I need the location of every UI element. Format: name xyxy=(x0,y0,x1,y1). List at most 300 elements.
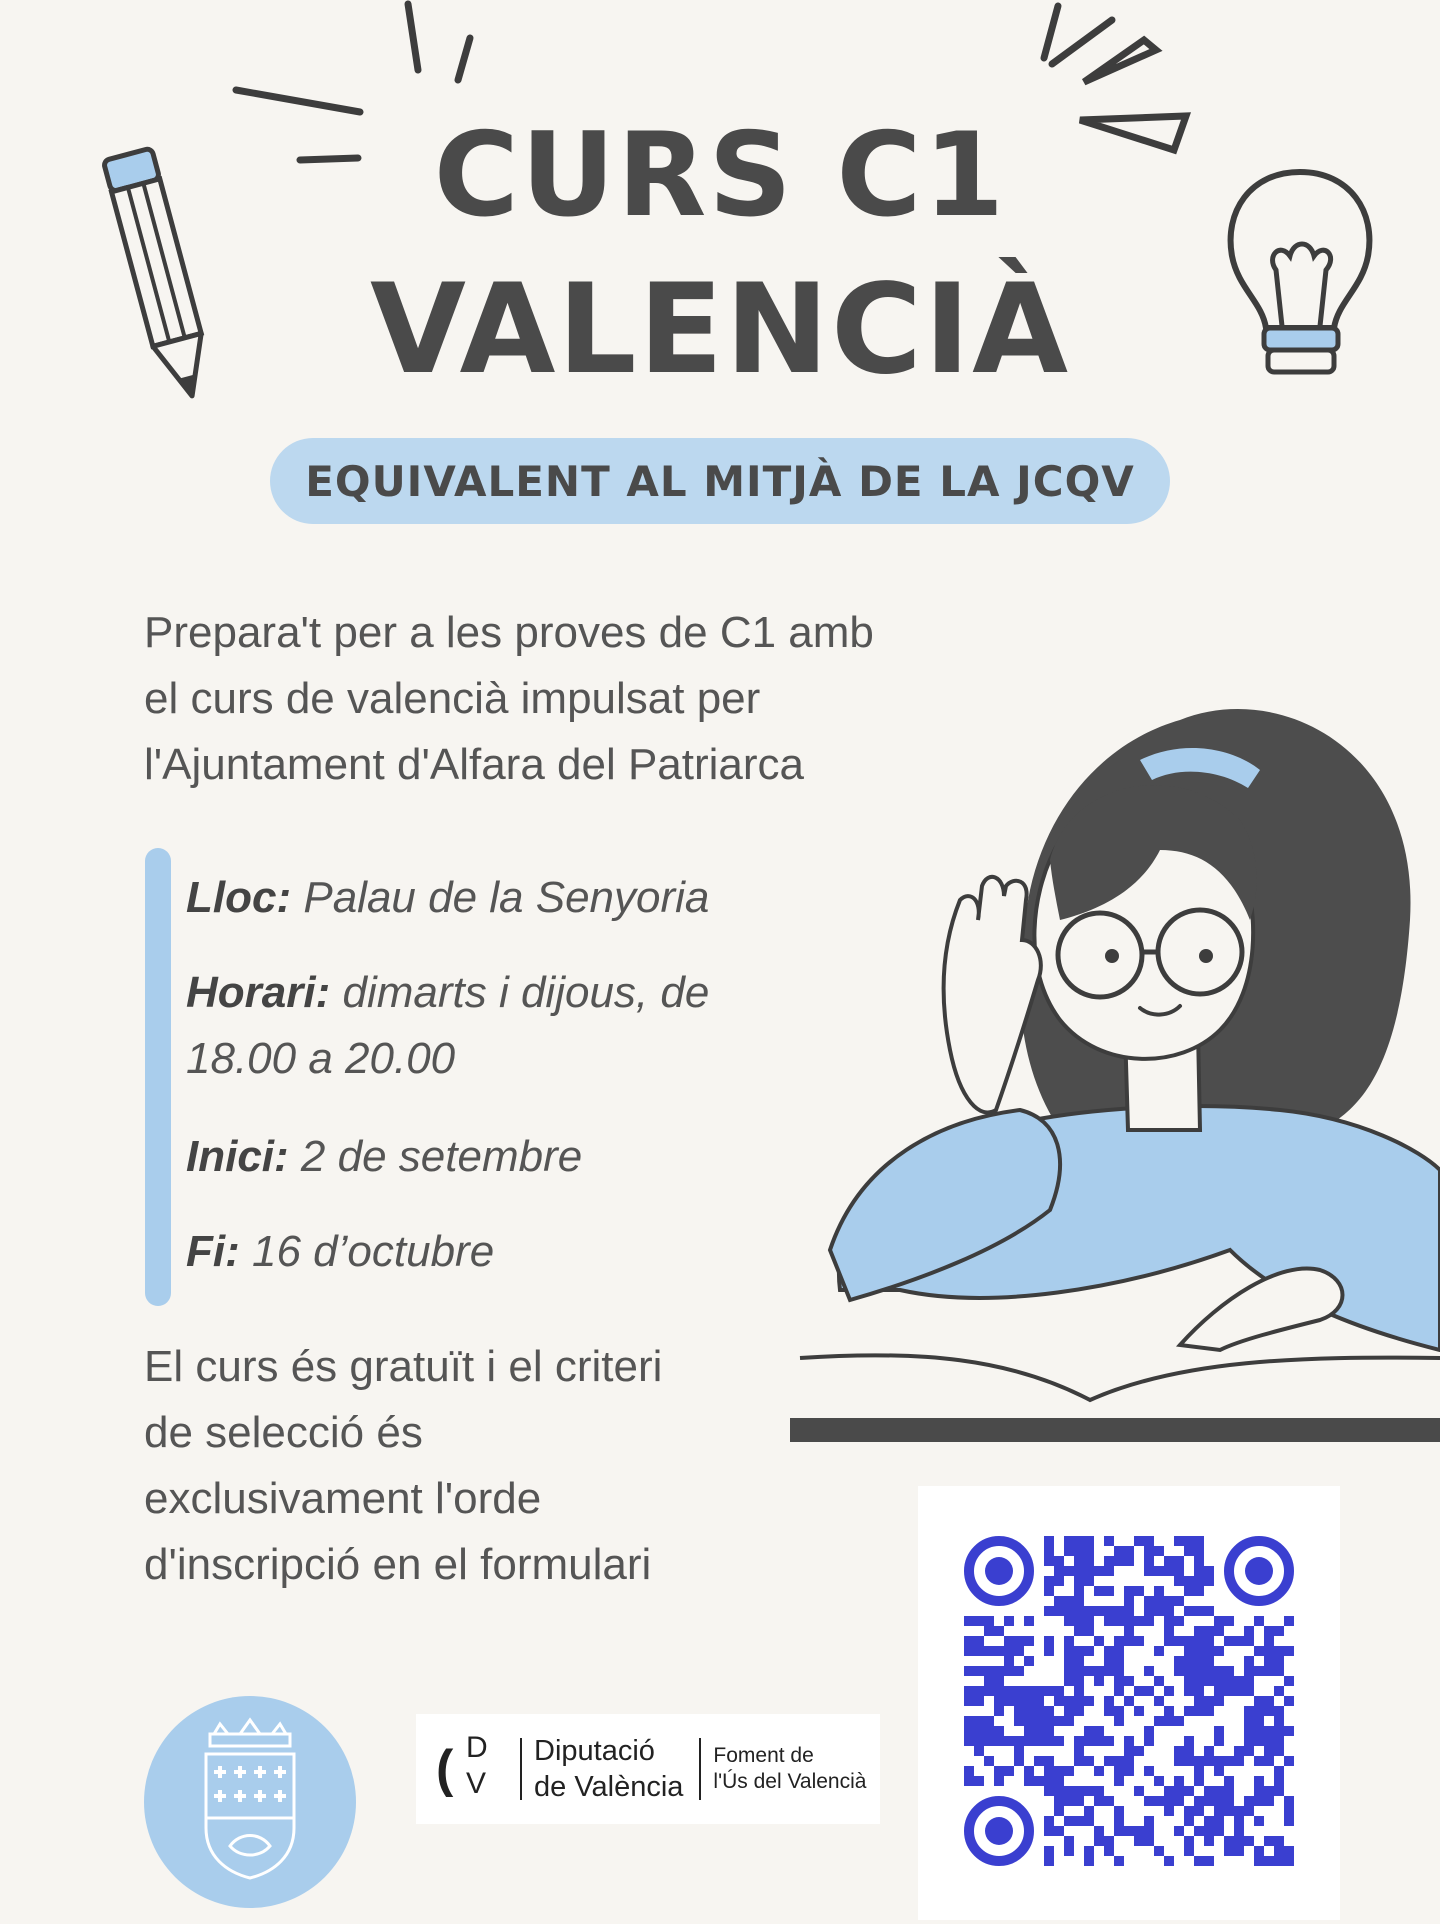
qr-code[interactable] xyxy=(918,1486,1340,1920)
qr-module xyxy=(1194,1686,1204,1696)
qr-module xyxy=(1244,1736,1254,1746)
qr-module xyxy=(1254,1756,1264,1766)
qr-module xyxy=(994,1686,1004,1696)
qr-module xyxy=(1264,1756,1274,1766)
qr-module xyxy=(1214,1756,1224,1766)
qr-module xyxy=(1254,1796,1264,1806)
qr-module xyxy=(994,1706,1004,1716)
foment-line-2: l'Ús del Valencià xyxy=(713,1770,867,1793)
qr-module xyxy=(1144,1616,1154,1626)
qr-module xyxy=(1064,1706,1074,1716)
qr-module xyxy=(1044,1776,1054,1786)
qr-module xyxy=(1064,1596,1074,1606)
qr-module xyxy=(1074,1616,1084,1626)
qr-module xyxy=(1074,1786,1084,1796)
qr-module xyxy=(1204,1786,1214,1796)
info-inici-label: Inici: xyxy=(186,1132,289,1181)
qr-module xyxy=(1184,1656,1194,1666)
qr-module xyxy=(1204,1676,1214,1686)
qr-module xyxy=(964,1686,974,1696)
qr-module xyxy=(1174,1776,1184,1786)
qr-module xyxy=(1044,1646,1054,1656)
qr-module xyxy=(1014,1746,1024,1756)
outro-line: d'inscripció en el formulari xyxy=(144,1540,652,1589)
qr-module xyxy=(1054,1686,1064,1696)
outro-line: de selecció és xyxy=(144,1408,423,1457)
qr-module xyxy=(1074,1586,1084,1596)
qr-module xyxy=(1284,1806,1294,1816)
qr-module xyxy=(1074,1816,1084,1826)
qr-module xyxy=(1074,1626,1084,1636)
qr-module xyxy=(1044,1716,1054,1726)
qr-module xyxy=(1204,1626,1214,1636)
qr-module xyxy=(1284,1616,1294,1626)
dv-name-line-2: de València xyxy=(534,1771,684,1803)
qr-module xyxy=(1024,1616,1034,1626)
qr-module xyxy=(1254,1846,1264,1856)
qr-module xyxy=(1204,1666,1214,1676)
qr-module xyxy=(1144,1816,1154,1826)
qr-module xyxy=(1184,1666,1194,1676)
qr-module xyxy=(1154,1596,1164,1606)
qr-module xyxy=(1064,1816,1074,1826)
qr-module xyxy=(1194,1626,1204,1636)
qr-module xyxy=(1134,1686,1144,1696)
qr-module xyxy=(1154,1846,1164,1856)
qr-module xyxy=(1114,1646,1124,1656)
qr-module xyxy=(974,1646,984,1656)
qr-module xyxy=(1224,1676,1234,1686)
qr-module xyxy=(1174,1566,1184,1576)
qr-module xyxy=(1054,1576,1064,1586)
qr-module xyxy=(1054,1766,1064,1776)
qr-module xyxy=(1094,1666,1104,1676)
qr-module xyxy=(1134,1636,1144,1646)
qr-module xyxy=(974,1736,984,1746)
qr-module xyxy=(1124,1586,1134,1596)
qr-module xyxy=(994,1726,1004,1736)
qr-module xyxy=(1064,1566,1074,1576)
qr-module xyxy=(1224,1756,1234,1766)
qr-module xyxy=(1274,1856,1284,1866)
qr-module xyxy=(1284,1756,1294,1766)
qr-module xyxy=(1194,1656,1204,1666)
qr-finder-dot xyxy=(985,1817,1013,1845)
qr-module xyxy=(1274,1746,1284,1756)
qr-module xyxy=(1274,1686,1284,1696)
info-fi xyxy=(186,1219,826,1285)
qr-module xyxy=(1214,1686,1224,1696)
qr-module xyxy=(1284,1856,1294,1866)
qr-module xyxy=(1114,1716,1124,1726)
qr-module xyxy=(1264,1736,1274,1746)
qr-module xyxy=(1044,1786,1054,1796)
student-illustration xyxy=(760,690,1440,1450)
qr-module xyxy=(1134,1746,1144,1756)
qr-module xyxy=(984,1686,994,1696)
qr-module xyxy=(1154,1676,1164,1686)
qr-module xyxy=(1044,1816,1054,1826)
qr-module xyxy=(1124,1596,1134,1606)
qr-module xyxy=(1034,1756,1044,1766)
qr-module xyxy=(1144,1736,1154,1746)
qr-module xyxy=(1104,1606,1114,1616)
qr-module xyxy=(1194,1646,1204,1656)
outro-line: El curs és gratuït i el criteri xyxy=(144,1342,663,1391)
qr-module xyxy=(964,1736,974,1746)
qr-module xyxy=(1254,1776,1264,1786)
outro-line: exclusivament l'orde xyxy=(144,1474,542,1523)
info-horari-label: Horari: xyxy=(186,968,331,1017)
qr-module xyxy=(1014,1716,1024,1726)
qr-module xyxy=(1034,1716,1044,1726)
qr-module xyxy=(1204,1746,1214,1756)
qr-module xyxy=(964,1696,974,1706)
qr-module xyxy=(1104,1706,1114,1716)
qr-module xyxy=(1164,1626,1174,1636)
qr-module xyxy=(1244,1706,1254,1716)
qr-module xyxy=(1194,1776,1204,1786)
qr-module xyxy=(1264,1696,1274,1706)
qr-module xyxy=(1184,1676,1194,1686)
qr-module xyxy=(994,1696,1004,1706)
qr-module xyxy=(974,1696,984,1706)
qr-module xyxy=(1004,1766,1014,1776)
qr-module xyxy=(1274,1736,1284,1746)
qr-module xyxy=(1124,1826,1134,1836)
qr-module xyxy=(1124,1696,1134,1706)
qr-module xyxy=(1104,1646,1114,1656)
qr-module xyxy=(1164,1566,1174,1576)
qr-module xyxy=(1134,1616,1144,1626)
qr-module xyxy=(1144,1546,1154,1556)
qr-module xyxy=(1054,1596,1064,1606)
dv-mark-icon: ( D V xyxy=(436,1731,488,1800)
qr-module xyxy=(1284,1816,1294,1826)
qr-module xyxy=(1084,1736,1094,1746)
qr-module xyxy=(1054,1786,1064,1796)
qr-module xyxy=(1064,1676,1074,1686)
qr-module xyxy=(1044,1686,1054,1696)
qr-module xyxy=(984,1676,994,1686)
qr-module xyxy=(1114,1666,1124,1676)
qr-module xyxy=(1204,1796,1214,1806)
qr-module xyxy=(1014,1756,1024,1766)
info-horari-value-2: 18.00 a 20.00 xyxy=(186,1034,456,1083)
qr-module xyxy=(1114,1556,1124,1566)
qr-module xyxy=(1074,1606,1084,1616)
qr-module xyxy=(1244,1716,1254,1726)
qr-module xyxy=(1104,1836,1114,1846)
qr-module xyxy=(1234,1636,1244,1646)
qr-module xyxy=(1074,1676,1084,1686)
foment-text xyxy=(713,1743,866,1795)
qr-module xyxy=(1204,1656,1214,1666)
qr-module xyxy=(974,1776,984,1786)
qr-module xyxy=(1104,1586,1114,1596)
qr-module xyxy=(1174,1826,1184,1836)
qr-module xyxy=(1194,1586,1204,1596)
qr-module xyxy=(1194,1556,1204,1566)
qr-module xyxy=(1274,1666,1284,1676)
qr-module xyxy=(1064,1716,1074,1726)
qr-module xyxy=(1084,1786,1094,1796)
qr-module xyxy=(1204,1606,1214,1616)
qr-module xyxy=(1274,1656,1284,1666)
qr-module xyxy=(1184,1536,1194,1546)
qr-module xyxy=(1094,1606,1104,1616)
qr-module xyxy=(1214,1786,1224,1796)
qr-module xyxy=(1074,1736,1084,1746)
qr-module xyxy=(1094,1786,1104,1796)
qr-module xyxy=(1174,1616,1184,1626)
qr-module xyxy=(1064,1696,1074,1706)
qr-module xyxy=(1074,1596,1084,1606)
qr-module xyxy=(1034,1686,1044,1696)
qr-module xyxy=(1164,1856,1174,1866)
qr-module xyxy=(1214,1766,1224,1776)
qr-module xyxy=(1204,1706,1214,1716)
qr-module xyxy=(1044,1756,1054,1766)
qr-module xyxy=(1074,1686,1084,1696)
qr-module xyxy=(1104,1536,1114,1546)
qr-code-container[interactable] xyxy=(918,1486,1340,1920)
qr-module xyxy=(1214,1616,1224,1626)
qr-module xyxy=(1184,1586,1194,1596)
qr-module xyxy=(1164,1686,1174,1696)
qr-module xyxy=(1204,1636,1214,1646)
qr-module xyxy=(1194,1696,1204,1706)
qr-module xyxy=(1234,1836,1244,1846)
qr-module xyxy=(1024,1656,1034,1666)
qr-module xyxy=(1164,1716,1174,1726)
qr-module xyxy=(1204,1836,1214,1846)
qr-module xyxy=(1274,1846,1284,1856)
qr-module xyxy=(1064,1766,1074,1776)
qr-module xyxy=(1144,1596,1154,1606)
qr-module xyxy=(1084,1846,1094,1856)
qr-module xyxy=(1154,1606,1164,1616)
qr-module xyxy=(1174,1746,1184,1756)
qr-module xyxy=(1174,1636,1184,1646)
info-lloc-label: Lloc: xyxy=(186,873,292,922)
qr-module xyxy=(1254,1616,1264,1626)
intro-line: el curs de valencià impulsat per xyxy=(144,674,761,723)
qr-module xyxy=(1004,1616,1014,1626)
qr-module xyxy=(1004,1636,1014,1646)
qr-module xyxy=(1004,1656,1014,1666)
qr-module xyxy=(1064,1846,1074,1856)
qr-module xyxy=(1264,1646,1274,1656)
dv-initial-v: V xyxy=(466,1767,487,1800)
qr-module xyxy=(1134,1706,1144,1716)
qr-module xyxy=(1174,1716,1184,1726)
qr-finder-dot xyxy=(1245,1557,1273,1585)
qr-module xyxy=(1174,1756,1184,1766)
qr-module xyxy=(1264,1656,1274,1666)
qr-module xyxy=(1254,1856,1264,1866)
qr-module xyxy=(1134,1826,1144,1836)
info-inici-value: 2 de setembre xyxy=(300,1132,583,1181)
qr-module xyxy=(1114,1856,1124,1866)
qr-module xyxy=(1144,1826,1154,1836)
qr-module xyxy=(1144,1836,1154,1846)
qr-module xyxy=(1214,1806,1224,1816)
qr-module xyxy=(1044,1846,1054,1856)
qr-module xyxy=(1114,1676,1124,1686)
qr-module xyxy=(1084,1646,1094,1656)
qr-module xyxy=(1114,1656,1124,1666)
qr-module xyxy=(1054,1696,1064,1706)
qr-module xyxy=(1054,1606,1064,1616)
qr-module xyxy=(974,1686,984,1696)
qr-module xyxy=(1064,1616,1074,1626)
qr-module xyxy=(1144,1536,1154,1546)
qr-module xyxy=(964,1716,974,1726)
qr-module xyxy=(1124,1636,1134,1646)
qr-module xyxy=(984,1616,994,1626)
qr-module xyxy=(964,1636,974,1646)
qr-module xyxy=(1074,1546,1084,1556)
qr-module xyxy=(1234,1756,1244,1766)
qr-module xyxy=(1024,1716,1034,1726)
qr-module xyxy=(1084,1856,1094,1866)
info-fi-label: Fi: xyxy=(186,1227,240,1276)
qr-module xyxy=(1034,1736,1044,1746)
qr-module xyxy=(1024,1696,1034,1706)
info-fi-value: 16 d’octubre xyxy=(252,1227,495,1276)
qr-module xyxy=(1244,1626,1254,1636)
qr-module xyxy=(1034,1696,1044,1706)
qr-module xyxy=(1264,1636,1274,1646)
qr-module xyxy=(994,1776,1004,1786)
qr-module xyxy=(1184,1806,1194,1816)
qr-module xyxy=(994,1666,1004,1676)
qr-module xyxy=(1164,1636,1174,1646)
qr-module xyxy=(1244,1636,1254,1646)
qr-module xyxy=(1024,1726,1034,1736)
qr-module xyxy=(1184,1546,1194,1556)
qr-module xyxy=(1194,1636,1204,1646)
qr-module xyxy=(1014,1636,1024,1646)
qr-module xyxy=(1114,1686,1124,1696)
qr-module xyxy=(994,1736,1004,1746)
qr-module xyxy=(1124,1766,1134,1776)
qr-module xyxy=(1114,1636,1124,1646)
outro-paragraph xyxy=(144,1334,784,1598)
qr-module xyxy=(1214,1796,1224,1806)
qr-module xyxy=(1284,1646,1294,1656)
qr-module xyxy=(1174,1656,1184,1666)
qr-module xyxy=(974,1636,984,1646)
qr-module xyxy=(1144,1766,1154,1776)
qr-module xyxy=(984,1666,994,1676)
qr-module xyxy=(974,1616,984,1626)
qr-module xyxy=(1124,1756,1134,1766)
qr-module xyxy=(1054,1826,1064,1836)
qr-module xyxy=(1024,1736,1034,1746)
qr-module xyxy=(1274,1706,1284,1716)
qr-module xyxy=(1254,1666,1264,1676)
qr-module xyxy=(1214,1676,1224,1686)
qr-module xyxy=(1004,1736,1014,1746)
dv-name-line-1: Diputació xyxy=(534,1735,655,1767)
qr-module xyxy=(1174,1556,1184,1566)
qr-module xyxy=(1084,1536,1094,1546)
qr-module xyxy=(1094,1836,1104,1846)
qr-module xyxy=(1064,1646,1074,1656)
qr-module xyxy=(1054,1716,1064,1726)
municipal-crest-icon xyxy=(144,1696,356,1908)
qr-module xyxy=(1214,1726,1224,1736)
qr-module xyxy=(1044,1766,1054,1776)
qr-module xyxy=(1054,1776,1064,1786)
qr-module xyxy=(1284,1726,1294,1736)
qr-module xyxy=(1154,1646,1164,1656)
qr-module xyxy=(1284,1676,1294,1686)
qr-module xyxy=(1084,1566,1094,1576)
qr-module xyxy=(1244,1806,1254,1816)
qr-module xyxy=(1014,1646,1024,1656)
qr-module xyxy=(984,1756,994,1766)
qr-module xyxy=(1114,1606,1124,1616)
qr-module xyxy=(1224,1686,1234,1696)
qr-module xyxy=(1274,1716,1284,1726)
qr-module xyxy=(1194,1706,1204,1716)
qr-module xyxy=(964,1616,974,1626)
qr-module xyxy=(1234,1676,1244,1686)
dv-initial-d: D xyxy=(466,1731,488,1764)
qr-module xyxy=(1234,1816,1244,1826)
qr-module xyxy=(1184,1636,1194,1646)
qr-module xyxy=(1224,1786,1234,1796)
qr-module xyxy=(1004,1646,1014,1656)
qr-module xyxy=(1254,1816,1264,1826)
qr-module xyxy=(1084,1546,1094,1556)
qr-module xyxy=(1074,1656,1084,1666)
qr-module xyxy=(1124,1616,1134,1626)
qr-module xyxy=(1144,1686,1154,1696)
qr-module xyxy=(1114,1706,1124,1716)
qr-module xyxy=(1184,1736,1194,1746)
info-horari-value-1: dimarts i dijous, de xyxy=(342,968,710,1017)
foment-line-1: Foment de xyxy=(713,1744,814,1767)
qr-module xyxy=(1234,1746,1244,1756)
qr-module xyxy=(1214,1626,1224,1636)
dv-name xyxy=(534,1733,683,1805)
qr-module xyxy=(1074,1556,1084,1566)
qr-module xyxy=(1244,1656,1254,1666)
qr-module xyxy=(1224,1806,1234,1816)
qr-module xyxy=(1274,1766,1284,1776)
qr-module xyxy=(1184,1756,1194,1766)
qr-module xyxy=(1124,1546,1134,1556)
qr-module xyxy=(1194,1576,1204,1586)
qr-module xyxy=(1264,1836,1274,1846)
qr-module xyxy=(1074,1796,1084,1806)
qr-module xyxy=(1024,1766,1034,1776)
qr-module xyxy=(1074,1646,1084,1656)
qr-module xyxy=(964,1776,974,1786)
qr-module xyxy=(1204,1576,1214,1586)
qr-module xyxy=(1224,1666,1234,1676)
info-accent-bar xyxy=(145,848,171,1306)
qr-module xyxy=(1204,1696,1214,1706)
qr-module xyxy=(1104,1656,1114,1666)
qr-finder-dot xyxy=(985,1557,1013,1585)
qr-module xyxy=(1254,1706,1264,1716)
qr-module xyxy=(994,1626,1004,1636)
